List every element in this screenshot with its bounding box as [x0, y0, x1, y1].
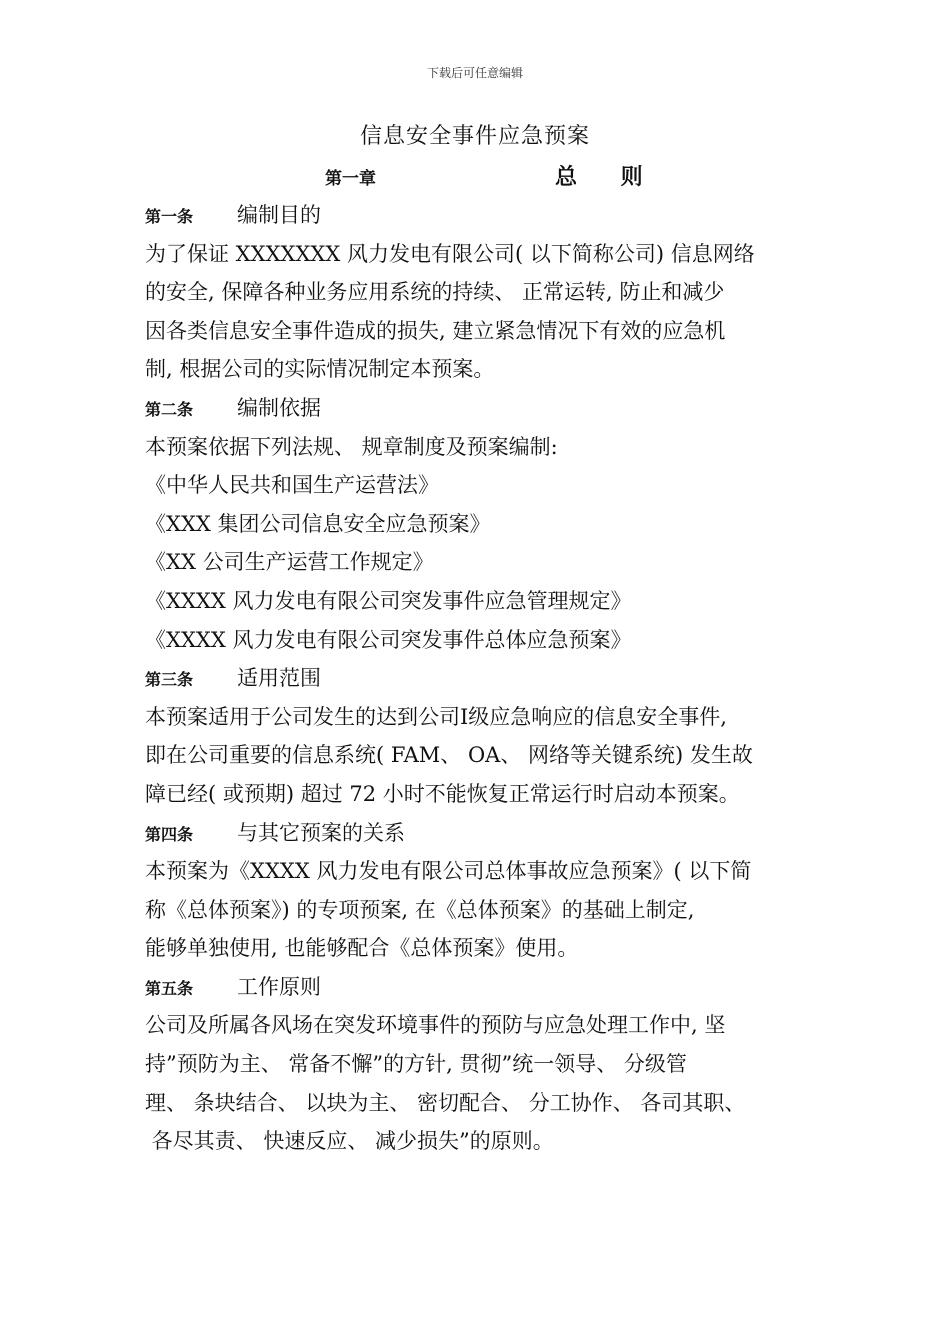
article-title: 与其它预案的关系	[237, 820, 405, 845]
article-title: 工作原则	[237, 974, 321, 999]
reference-item: 《XXX 集团公司信息安全应急预案》	[145, 511, 491, 536]
article-title: 适用范围	[237, 666, 321, 691]
chapter-number: 第一章	[325, 169, 376, 189]
paragraph-line: 障已经( 或预期) 超过 72 小时不能恢复正常运行时启动本预案。	[145, 781, 740, 806]
chapter-heading	[0, 160, 950, 192]
paragraph-line: 称《总体预案》) 的专项预案, 在《总体预案》的基础上制定,	[145, 897, 695, 922]
header-note: 下载后可任意编辑	[426, 66, 523, 80]
paragraph-line: 本预案依据下列法规、 规章制度及预案编制:	[145, 434, 558, 459]
paragraph-line: 制, 根据公司的实际情况制定本预案。	[145, 357, 495, 382]
article-heading	[145, 196, 835, 235]
article-heading	[145, 389, 835, 428]
paragraph-line: 的安全, 保障各种业务应用系统的持续、 正常运转, 防止和减少	[145, 280, 725, 305]
document-title: 信息安全事件应急预案	[359, 124, 590, 149]
reference-item: 《中华人民共和国生产运营法》	[145, 473, 439, 498]
paragraph-line: 本预案为《XXXX 风力发电有限公司总体事故应急预案》( 以下简	[145, 859, 752, 884]
article-title: 编制目的	[237, 203, 321, 227]
chapter-name: 总 则	[555, 165, 661, 190]
paragraph-line: 各尽其责、 快速反应、 减少损失”的原则。	[145, 1129, 554, 1154]
paragraph-line: 本预案适用于公司发生的达到公司Ⅰ级应急响应的信息安全事件,	[145, 704, 727, 729]
article-number: 第三条	[145, 670, 194, 690]
article-heading	[145, 968, 835, 1007]
article-number: 第一条	[145, 207, 194, 226]
article-heading	[145, 814, 835, 853]
article-title: 编制依据	[237, 395, 321, 420]
document-body	[145, 196, 835, 1161]
paragraph-line: 能够单独使用, 也能够配合《总体预案》使用。	[145, 936, 579, 961]
article-number: 第二条	[145, 399, 194, 419]
reference-item: 《XX 公司生产运营工作规定》	[145, 550, 434, 575]
paragraph-line: 公司及所属各风场在突发环境事件的预防与应急处理工作中, 坚	[145, 1013, 726, 1038]
reference-item: 《XXXX 风力发电有限公司突发事件总体应急预案》	[145, 627, 632, 652]
paragraph-line: 持”预防为主、 常备不懈”的方针, 贯彻”统一领导、 分级管	[145, 1052, 687, 1077]
paragraph-line: 即在公司重要的信息系统( FAM、 OA、 网络等关键系统) 发生故	[145, 743, 753, 768]
paragraph-line: 理、 条块结合、 以块为主、 密切配合、 分工协作、 各司其职、	[145, 1090, 746, 1115]
article-number: 第四条	[145, 824, 194, 844]
reference-item: 《XXXX 风力发电有限公司突发事件应急管理规定》	[145, 588, 632, 613]
paragraph-line: 因各类信息安全事件造成的损失, 建立紧急情况下有效的应急机	[145, 318, 726, 343]
article-number: 第五条	[145, 978, 194, 998]
article-heading	[145, 659, 835, 698]
paragraph-line: 为了保证 XXXXXXX 风力发电有限公司( 以下简称公司) 信息网络	[145, 241, 755, 266]
